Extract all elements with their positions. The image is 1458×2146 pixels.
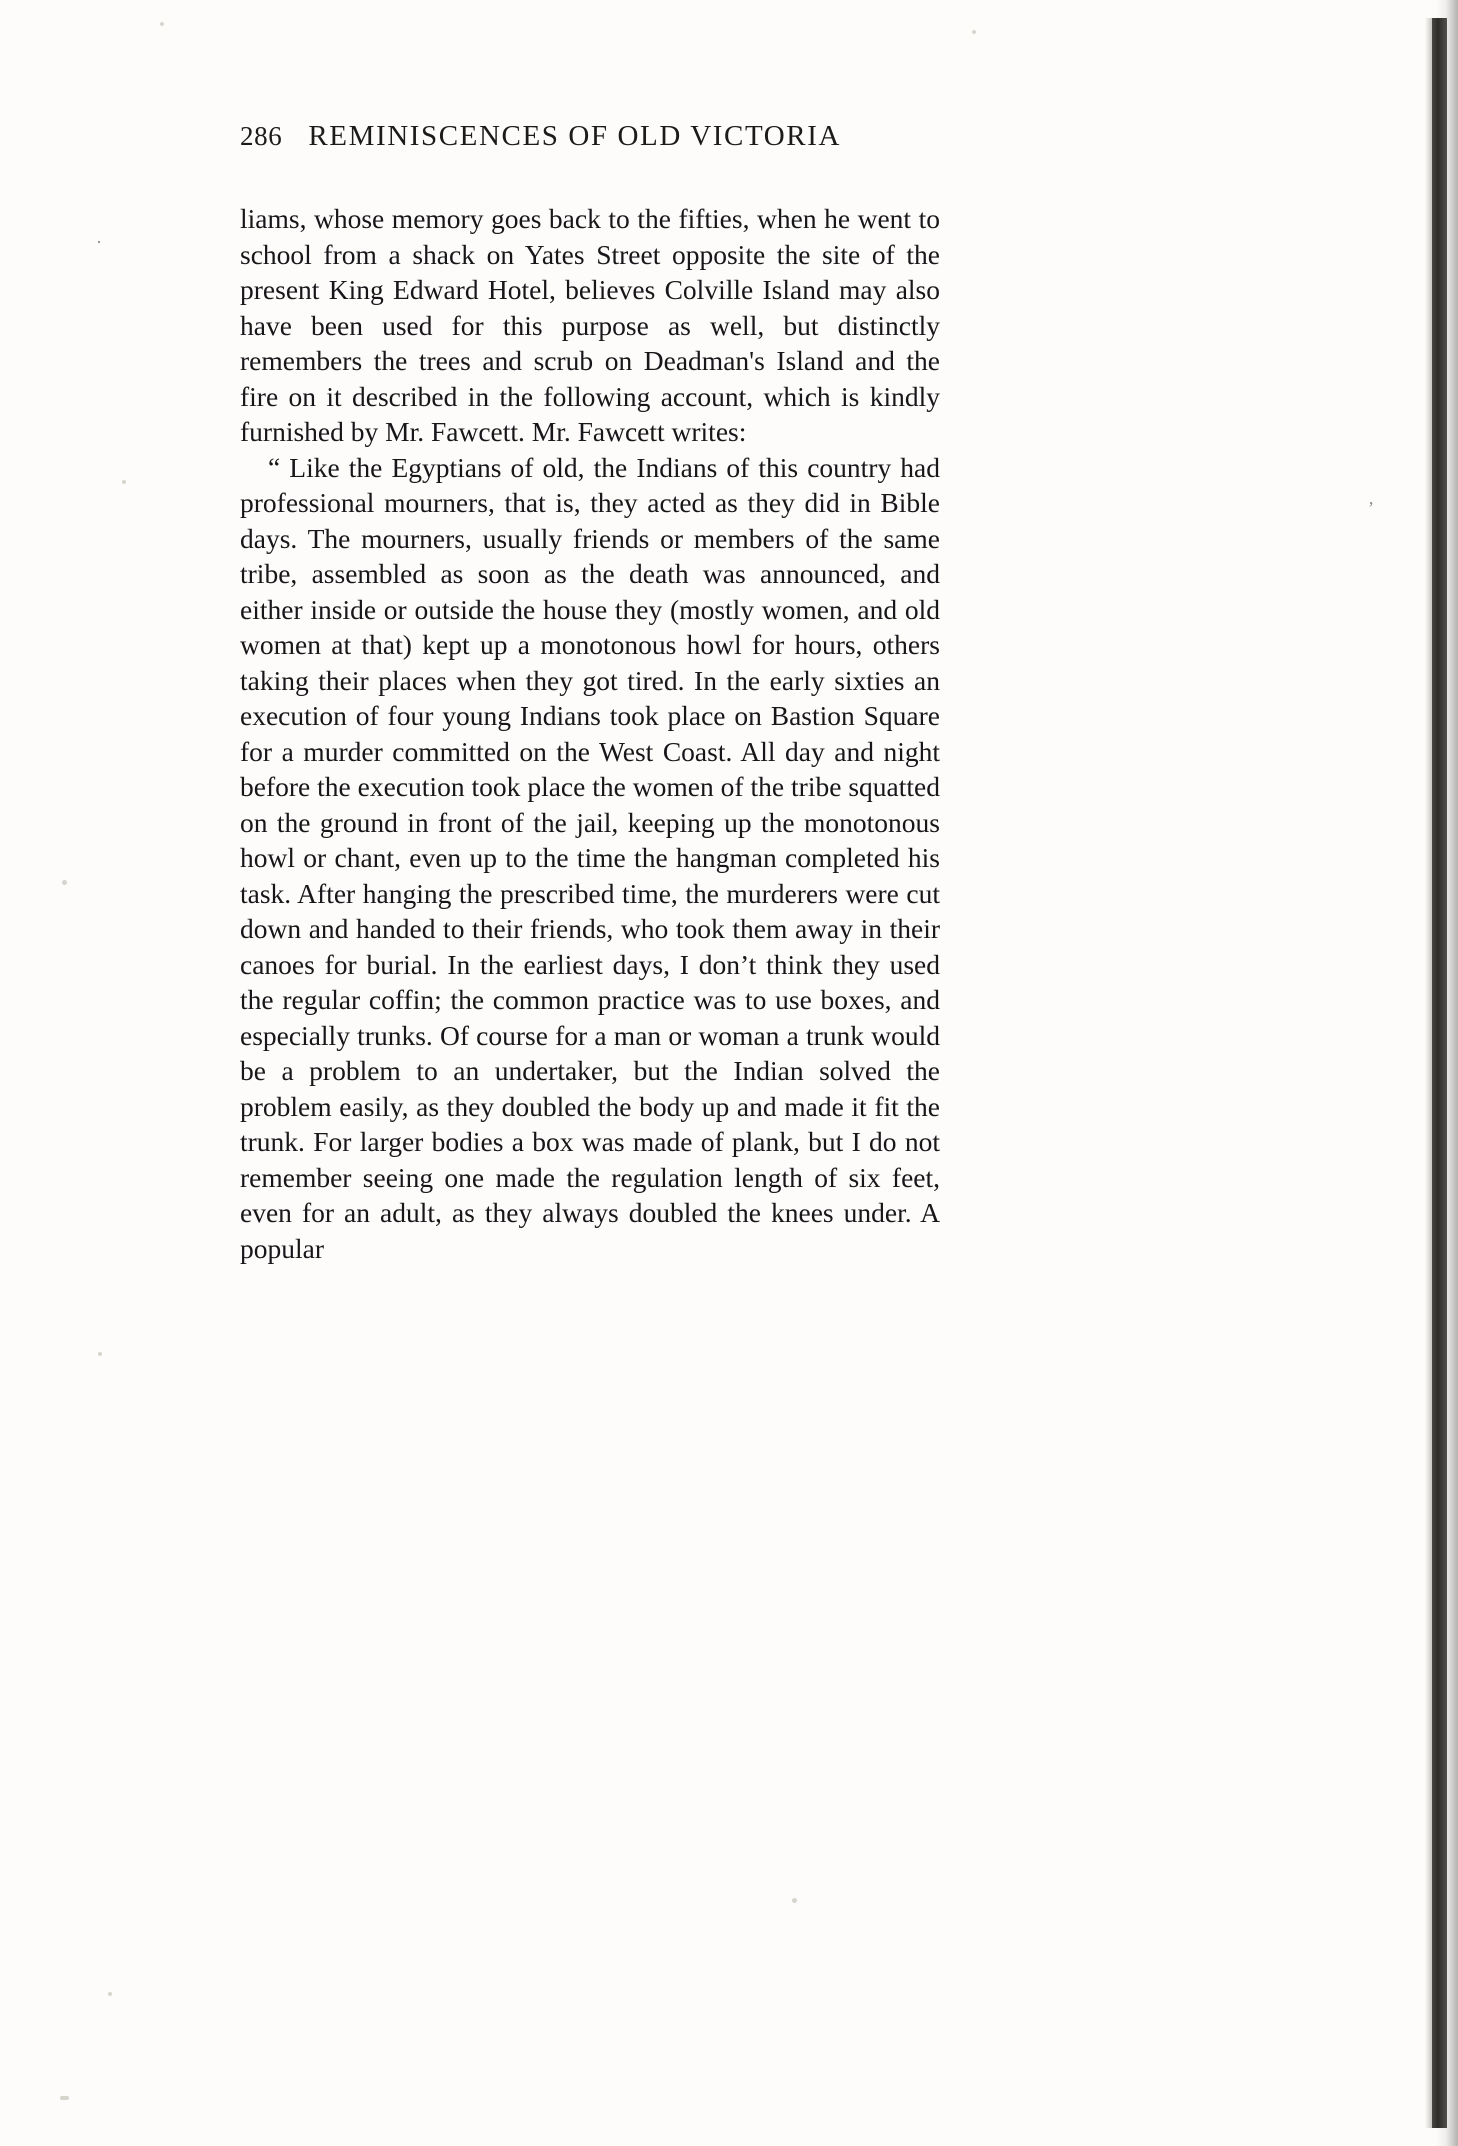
scan-speck xyxy=(62,880,67,885)
page-header xyxy=(240,120,940,153)
scan-speck xyxy=(98,1352,102,1356)
scan-speck xyxy=(60,2096,69,2100)
paragraph: “ Like the Egyptians of old, the Indians of this country had professional mourners, that is, they acted as they did in Bible days. The mourners, usually friends or members of the same tribe, assembled as soon as the death was announced, and either inside or outside the house they (mostly women, and old women at that) kept up a monotonous howl for hours, others taking their places when they got tired. In the early sixties an execution of four young Indians took place on Bastion Square for a murder committed on the West Coast. All day and night before the execution took place the women of the tribe squatted on the ground in front of the jail, keeping up the monotonous howl or chant, even up to the time the hangman completed his task. After hanging the prescribed time, the murderers were cut down and handed to their friends, who took them away in their canoes for burial. In the earliest days, I don’t think they used the regular coffin; the common practice was to use boxes, and especially trunks. Of course for a man or woman a trunk would be a problem to an undertaker, but the Indian solved the problem easily, as they doubled the body up and made it fit the trunk. For larger bodies a box was made of plank, but I do not remember seeing one made the regulation length of six feet, even for an adult, as they always doubled the knees under. A popular xyxy=(240,451,940,1264)
paragraph: liams, whose memory goes back to the fifties, when he went to school from a shack on Yates Street opposite the site of the present King Edward Hotel, believes Colville Island may also have been used for this purpose as well, but distinctly remembers the trees and scrub on Deadman's Island and the fire on it described in the following account, which is kindly furnished by Mr. Fawcett. Mr. Fawcett writes: xyxy=(240,203,940,447)
body-text xyxy=(240,201,940,1266)
page-number: 286 xyxy=(240,121,283,151)
page-content xyxy=(240,120,940,1266)
margin-mark-right: ’ xyxy=(1368,498,1374,518)
scan-speck xyxy=(108,1992,112,1996)
scan-speck xyxy=(160,22,164,26)
margin-mark-left: · xyxy=(96,232,102,252)
running-title: REMINISCENCES OF OLD VICTORIA xyxy=(308,120,842,152)
scan-speck xyxy=(122,480,126,484)
scan-speck xyxy=(792,1898,797,1903)
book-binding-edge xyxy=(1432,18,1447,2128)
scan-speck xyxy=(972,30,976,34)
